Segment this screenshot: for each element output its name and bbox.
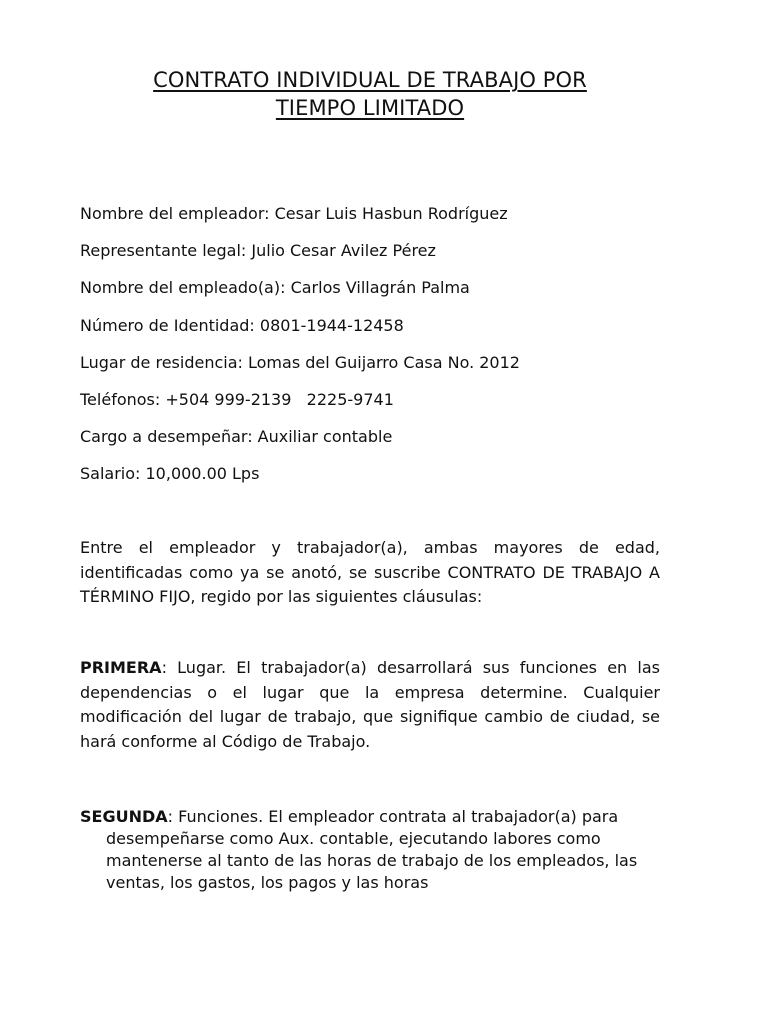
title-line-1: CONTRATO INDIVIDUAL DE TRABAJO POR bbox=[153, 68, 587, 92]
clause-primera bbox=[80, 656, 660, 754]
clause-segunda-text: : Funciones. El empleador contrata al trabajador(a) para desempeñarse como Aux. contable, ejecutando labores como mantenerse al tanto de las horas de trabajo de los empleados, las ventas, los gastos, los pagos y las horas bbox=[106, 807, 638, 892]
field-residence: Lugar de residencia: Lomas del Guijarro Casa No. 2012 bbox=[80, 352, 520, 372]
contract-fields bbox=[80, 202, 680, 500]
field-position: Cargo a desempeñar: Auxiliar contable bbox=[80, 427, 393, 447]
clause-segunda-label: SEGUNDA bbox=[80, 807, 168, 826]
field-legal-representative: Representante legal: Julio Cesar Avilez Pérez bbox=[80, 241, 436, 261]
field-salary: Salario: 10,000.00 Lps bbox=[80, 464, 260, 484]
clause-primera-text: : Lugar. El trabajador(a) desarrollará sus funciones en las dependencias o el lugar que la empresa determine. Cualquier modificación del lugar de trabajo, que signifique cambio de ciudad, se hará conforme al Código de Trabajo. bbox=[80, 658, 660, 751]
field-employee-name: Nombre del empleado(a): Carlos Villagrán Palma bbox=[80, 278, 470, 298]
clause-primera-label: PRIMERA bbox=[80, 658, 162, 677]
title-line-2: TIEMPO LIMITADO bbox=[275, 96, 465, 120]
document-title bbox=[80, 66, 660, 122]
clause-segunda bbox=[80, 806, 666, 894]
field-employer-name: Nombre del empleador: Cesar Luis Hasbun Rodríguez bbox=[80, 204, 508, 223]
field-phones: Teléfonos: +504 999-2139 2225-9741 bbox=[80, 389, 394, 409]
field-identity-number: Número de Identidad: 0801-1944-12458 bbox=[80, 315, 404, 335]
intro-paragraph: Entre el empleador y trabajador(a), ambas mayores de edad, identificadas como ya se anotó, se suscribe CONTRATO DE TRABAJO A TÉRMINO FIJO, regido por las siguientes cláusulas: bbox=[80, 538, 660, 607]
